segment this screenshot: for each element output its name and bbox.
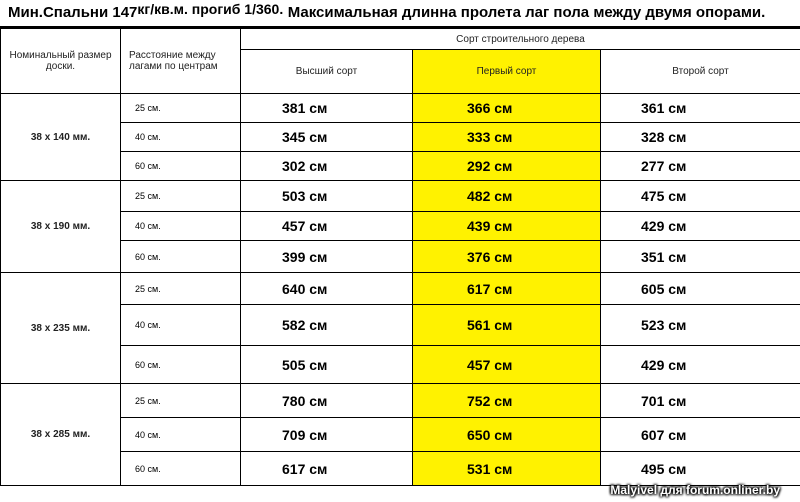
value-cell-second: 523 см <box>601 305 800 346</box>
grade-header-second: Второй сорт <box>601 50 800 94</box>
lumber-grade-header: Сорт строительного дерева <box>241 29 800 50</box>
board-size-cell: 38 x 190 мм. <box>1 181 121 273</box>
value-cell-second: 361 см <box>601 94 800 123</box>
value-cell-first: 333 см <box>413 123 601 152</box>
board-size-cell: 38 x 140 мм. <box>1 94 121 181</box>
value-cell-second: 495 см <box>601 452 800 486</box>
span-table <box>0 28 800 486</box>
spacing-cell: 40 см. <box>121 418 241 452</box>
spacing-cell: 25 см. <box>121 181 241 212</box>
spacing-cell: 25 см. <box>121 384 241 418</box>
value-cell-second: 429 см <box>601 212 800 241</box>
value-cell-first: 439 см <box>413 212 601 241</box>
board-size-cell: 38 x 235 мм. <box>1 273 121 384</box>
spacing-cell: 40 см. <box>121 305 241 346</box>
value-cell-first: 366 см <box>413 94 601 123</box>
board-size-cell: 38 x 285 мм. <box>1 384 121 486</box>
value-cell-first: 752 см <box>413 384 601 418</box>
spacing-cell: 60 см. <box>121 152 241 181</box>
value-cell-top: 505 см <box>241 346 413 384</box>
title-part-2: кг/кв.м. прогиб 1/360. <box>137 1 284 17</box>
value-cell-top: 640 см <box>241 273 413 305</box>
spacing-cell: 60 см. <box>121 346 241 384</box>
value-cell-top: 503 см <box>241 181 413 212</box>
grade-header-top: Высший сорт <box>241 50 413 94</box>
value-cell-top: 399 см <box>241 241 413 273</box>
value-cell-second: 607 см <box>601 418 800 452</box>
value-cell-second: 475 см <box>601 181 800 212</box>
page-title <box>0 0 800 28</box>
value-cell-first: 482 см <box>413 181 601 212</box>
spacing-cell: 25 см. <box>121 94 241 123</box>
value-cell-second: 351 см <box>601 241 800 273</box>
value-cell-first: 292 см <box>413 152 601 181</box>
nominal-size-header: Номинальный размер доски. <box>1 29 121 94</box>
value-cell-top: 457 см <box>241 212 413 241</box>
grade-header-first: Первый сорт <box>413 50 601 94</box>
value-cell-top: 345 см <box>241 123 413 152</box>
value-cell-second: 429 см <box>601 346 800 384</box>
value-cell-top: 709 см <box>241 418 413 452</box>
value-cell-top: 617 см <box>241 452 413 486</box>
value-cell-first: 531 см <box>413 452 601 486</box>
value-cell-first: 617 см <box>413 273 601 305</box>
value-cell-first: 561 см <box>413 305 601 346</box>
spacing-cell: 60 см. <box>121 241 241 273</box>
value-cell-top: 780 см <box>241 384 413 418</box>
watermark: Malyivel для forum.onliner.by <box>610 483 780 497</box>
value-cell-first: 457 см <box>413 346 601 384</box>
value-cell-first: 376 см <box>413 241 601 273</box>
value-cell-second: 328 см <box>601 123 800 152</box>
value-cell-top: 302 см <box>241 152 413 181</box>
title-part-3: Максимальная длинна пролета лаг пола между двумя опорами. <box>287 4 766 21</box>
spacing-cell: 40 см. <box>121 123 241 152</box>
spacing-cell: 40 см. <box>121 212 241 241</box>
spacing-cell: 60 см. <box>121 452 241 486</box>
value-cell-second: 701 см <box>601 384 800 418</box>
value-cell-top: 582 см <box>241 305 413 346</box>
value-cell-first: 650 см <box>413 418 601 452</box>
value-cell-second: 605 см <box>601 273 800 305</box>
title-part-1: Мин.Спальни 147 <box>8 4 138 21</box>
value-cell-top: 381 см <box>241 94 413 123</box>
joist-spacing-header: Расстояние между лагами по центрам <box>121 29 241 94</box>
spacing-cell: 25 см. <box>121 273 241 305</box>
value-cell-second: 277 см <box>601 152 800 181</box>
